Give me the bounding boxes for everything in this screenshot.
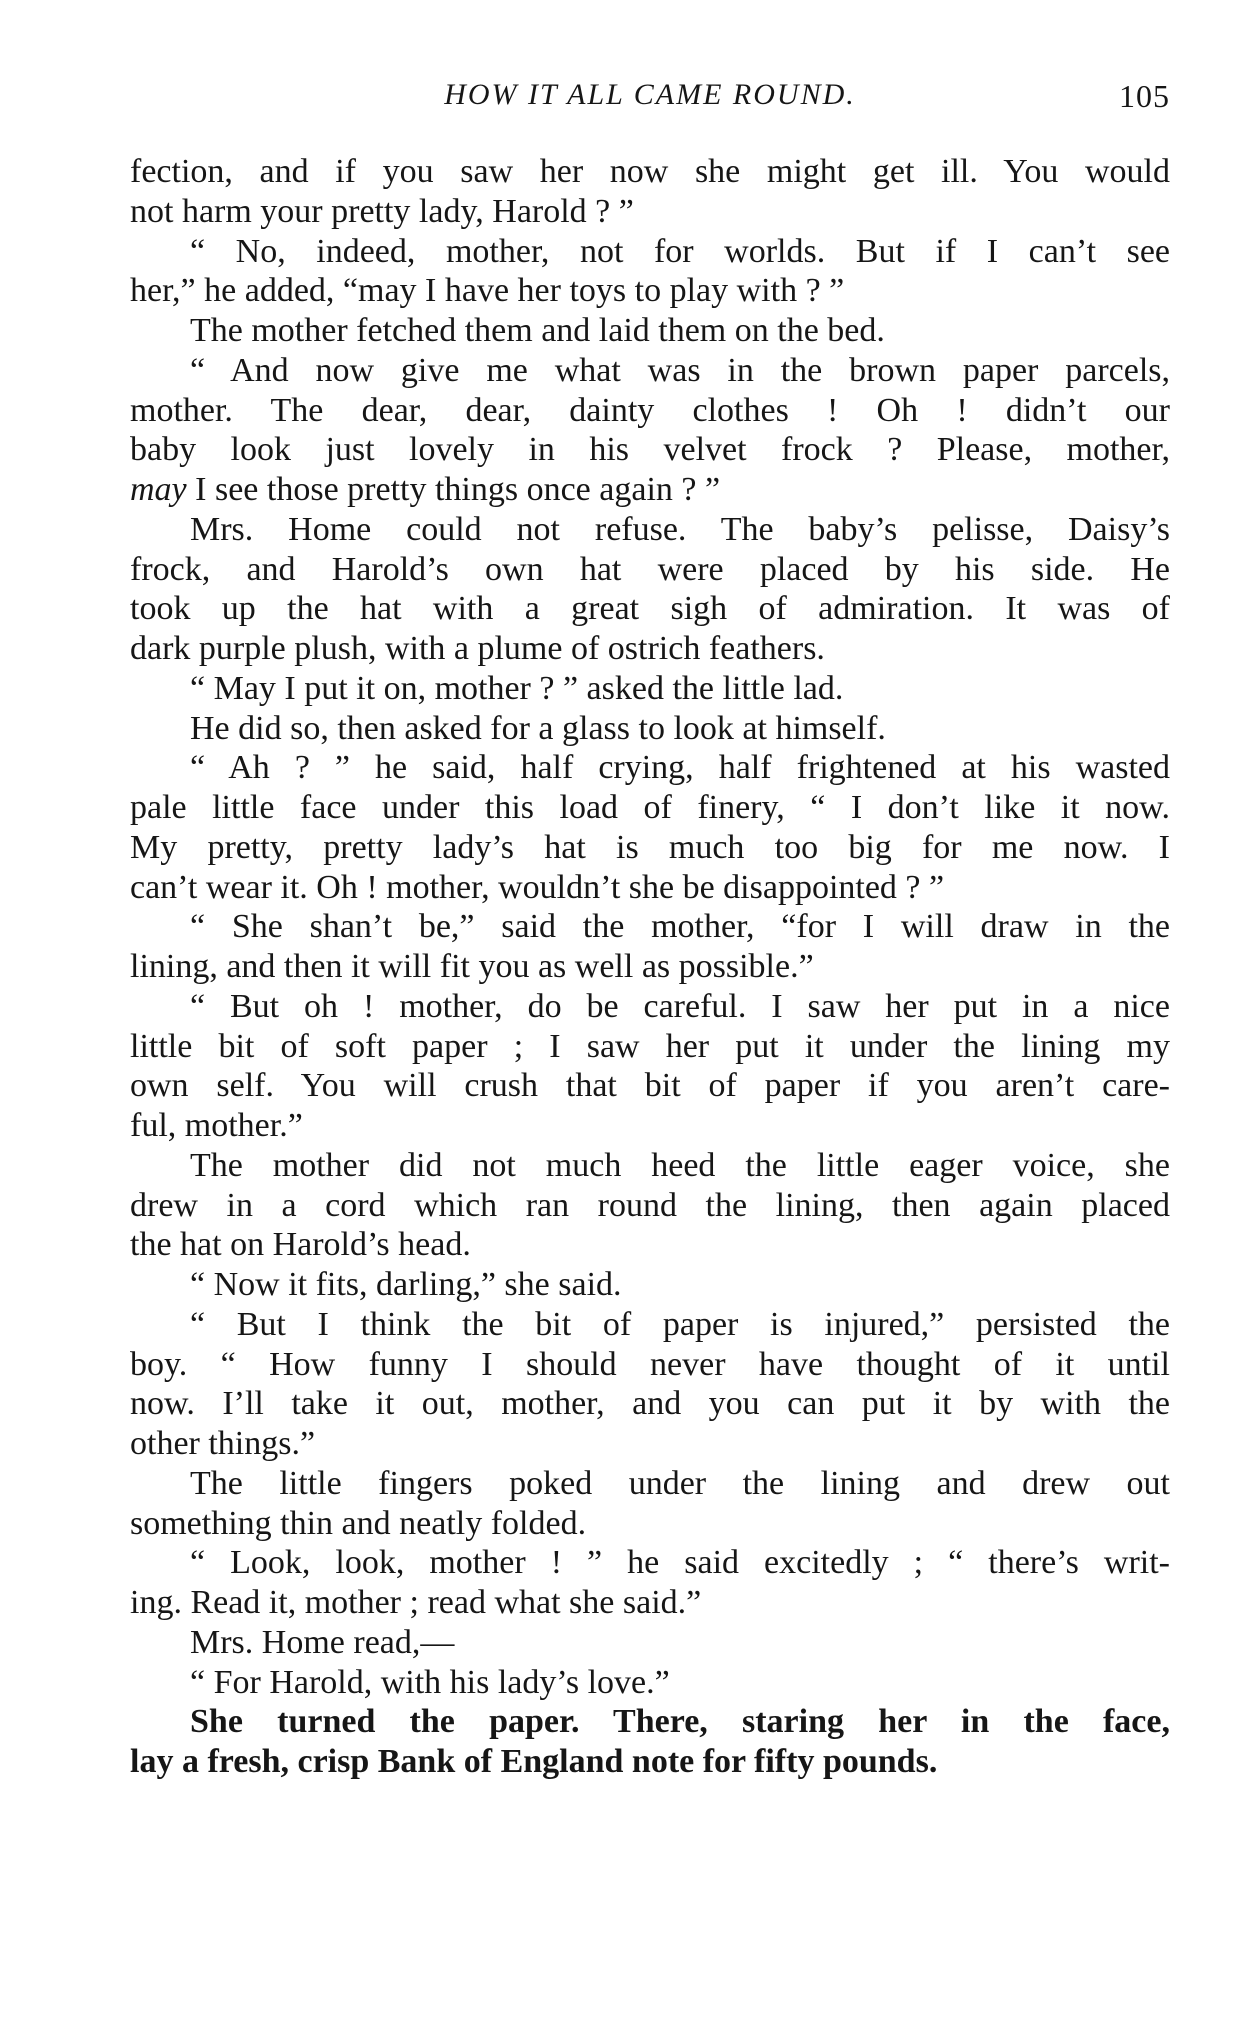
text-line: He did so, then asked for a glass to look at himself. [190,709,886,747]
text-line: now. I’ll take it out, mother, and you can put it by with the [130,1385,1170,1423]
text-line: She turned the paper. There, staring her in the face, [190,1703,1170,1741]
text-line: little bit of soft paper ; I saw her put it under the lining my [130,1027,1170,1065]
text-line: own self. You will crush that bit of paper if you aren’t care- [130,1067,1170,1105]
page-header [130,78,1170,128]
text-line: ing. Read it, mother ; read what she said.” [130,1584,702,1621]
body-text [130,152,1170,1782]
text-line [130,470,1170,510]
text-line: boy. “ How funny I should never have thought of it until [130,1345,1170,1383]
running-title: HOW IT ALL CAME ROUND. [444,78,856,111]
text-line: The little fingers poked under the lining and drew out [190,1464,1170,1502]
text-line: the hat on Harold’s head. [130,1226,471,1264]
text-fragment: I see those pretty things once again ? ” [186,471,721,508]
text-line: Mrs. Home read,— [190,1623,455,1661]
text-line: drew in a cord which ran round the lining, then again placed [130,1186,1170,1224]
page-number: 105 [1119,78,1170,114]
text-line: The mother did not much heed the little eager voice, she [190,1146,1170,1184]
text-line: “ Ah ? ” he said, half crying, half frightened at his wasted [190,749,1170,787]
text-line: lining, and then it will fit you as well as possible.” [130,948,814,985]
text-line: The mother fetched them and laid them on the bed. [190,312,885,349]
text-line: “ For Harold, with his lady’s love.” [190,1663,670,1701]
emphasis-word: may [130,471,187,508]
text-line: “ Look, look, mother ! ” he said excitedly ; “ there’s writ- [190,1544,1170,1582]
text-line: dark purple plush, with a plume of ostrich feathers. [130,630,825,667]
text-line: other things.” [130,1425,316,1462]
text-line: baby look just lovely in his velvet frock ? Please, mother, [130,431,1170,469]
text-line: mother. The dear, dear, dainty clothes ! Oh ! didn’t our [130,391,1170,429]
text-line: “ She shan’t be,” said the mother, “for I will draw in the [190,908,1170,946]
text-line: “ But I think the bit of paper is injured,” persisted the [190,1305,1170,1343]
text-line: not harm your pretty lady, Harold ? ” [130,192,634,230]
text-line: can’t wear it. Oh ! mother, wouldn’t she be disappointed ? ” [130,868,945,906]
text-line: frock, and Harold’s own hat were placed by his side. He [130,550,1170,588]
text-line: “ May I put it on, mother ? ” asked the little lad. [190,669,844,707]
text-line: ful, mother.” [130,1107,303,1144]
text-line: her,” he added, “may I have her toys to play with ? ” [130,272,845,310]
text-line: took up the hat with a great sigh of admiration. It was of [130,590,1170,628]
text-line: “ No, indeed, mother, not for worlds. But if I can’t see [190,232,1170,270]
text-line: Mrs. Home could not refuse. The baby’s pelisse, Daisy’s [190,510,1170,548]
text-line: fection, and if you saw her now she might get ill. You would [130,153,1170,190]
text-line: lay a fresh, crisp Bank of England note for fifty pounds. [130,1743,938,1780]
text-line: pale little face under this load of finery, “ I don’t like it now. [130,789,1170,826]
text-line: “ Now it fits, darling,” she said. [190,1266,622,1303]
text-line: something thin and neatly folded. [130,1504,587,1542]
text-line: “ And now give me what was in the brown paper parcels, [190,351,1170,389]
text-line: “ But oh ! mother, do be careful. I saw her put in a nice [190,987,1170,1025]
text-line: My pretty, pretty lady’s hat is much too big for me now. I [130,828,1170,866]
